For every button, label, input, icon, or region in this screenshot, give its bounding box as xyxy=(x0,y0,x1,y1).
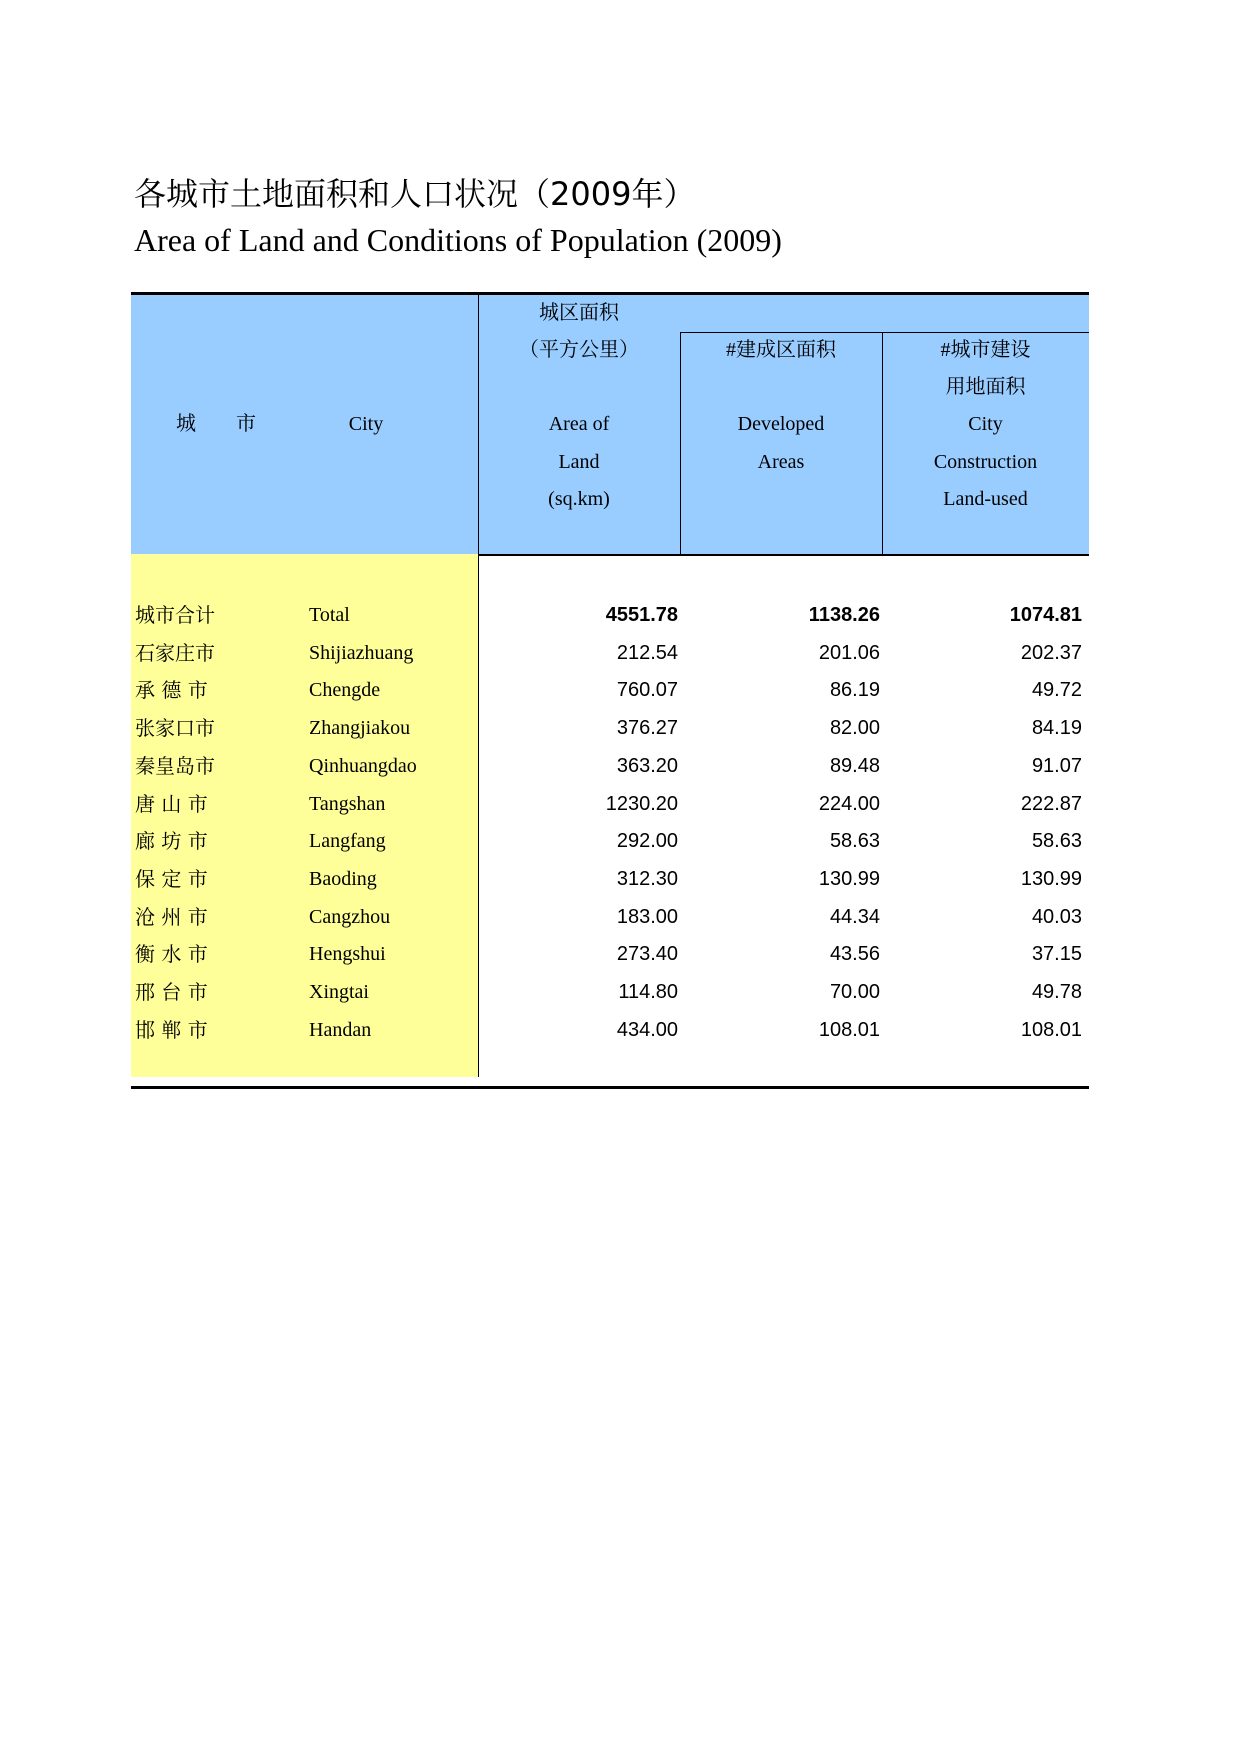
construction-value: 91.07 xyxy=(1031,754,1082,777)
area-value: 273.40 xyxy=(616,943,678,966)
construction-value: 37.15 xyxy=(1031,943,1082,966)
city-name-cn: 秦皇岛市 xyxy=(135,753,215,778)
table-row xyxy=(131,748,1089,786)
area-value: 292.00 xyxy=(616,830,678,853)
header-developed-cn: #建成区面积 xyxy=(726,339,836,361)
developed-value: 89.48 xyxy=(829,754,880,777)
area-value: 183.00 xyxy=(616,905,678,928)
area-value: 312.30 xyxy=(616,867,678,890)
header-developed-en-1: Developed xyxy=(737,413,825,435)
area-value: 434.00 xyxy=(616,1018,678,1041)
header-area-cn-2: （平方公里） xyxy=(519,339,639,361)
city-name-en: Cangzhou xyxy=(309,905,391,928)
developed-value: 201.06 xyxy=(818,641,880,664)
city-name-cn: 保 定 市 xyxy=(135,866,208,891)
developed-value: 43.56 xyxy=(829,943,880,966)
table-row xyxy=(131,974,1089,1012)
developed-value: 58.63 xyxy=(829,830,880,853)
header-construction-cn-1: #城市建设 xyxy=(940,339,1031,361)
construction-value: 202.37 xyxy=(1020,641,1082,664)
table-header xyxy=(131,295,1089,554)
construction-value: 222.87 xyxy=(1020,792,1082,815)
developed-value: 1138.26 xyxy=(808,604,880,626)
developed-value: 70.00 xyxy=(829,981,880,1003)
city-name-cn: 唐 山 市 xyxy=(135,791,208,816)
area-value: 4551.78 xyxy=(605,604,678,626)
table-row xyxy=(131,899,1089,937)
table-row xyxy=(131,786,1089,824)
developed-value: 108.01 xyxy=(818,1018,880,1041)
area-value: 760.07 xyxy=(616,679,678,702)
construction-value: 84.19 xyxy=(1031,717,1082,740)
city-name-cn: 邢 台 市 xyxy=(135,980,208,1004)
area-value: 114.80 xyxy=(618,981,678,1003)
header-construction-en-3: Land-used xyxy=(943,488,1028,510)
city-name-cn: 衡 水 市 xyxy=(135,942,208,967)
city-name-en: Total xyxy=(309,604,350,626)
city-name-en: Chengde xyxy=(309,679,381,702)
developed-value: 224.00 xyxy=(818,792,880,815)
construction-value: 49.78 xyxy=(1031,981,1082,1003)
city-name-cn: 承 德 市 xyxy=(135,678,208,703)
table-row xyxy=(131,823,1089,861)
city-name-en: Hengshui xyxy=(309,943,386,966)
construction-value: 49.72 xyxy=(1031,679,1082,702)
city-name-cn: 邯 郸 市 xyxy=(135,1017,208,1042)
construction-value: 130.99 xyxy=(1020,867,1082,890)
table-row xyxy=(131,635,1089,673)
area-value: 376.27 xyxy=(616,717,678,740)
header-area-en-3: (sq.km) xyxy=(548,488,610,510)
header-construction-en-1: City xyxy=(968,413,1003,435)
header-city-cn: 城 市 xyxy=(176,413,256,435)
header-area-en-1: Area of xyxy=(548,413,610,435)
title-cn: 各城市土地面积和人口状况（2009年） xyxy=(134,175,696,213)
city-name-en: Zhangjiakou xyxy=(309,717,411,740)
table-bottom-rule xyxy=(131,1086,1089,1089)
developed-value: 44.34 xyxy=(829,905,880,928)
header-area-en-2: Land xyxy=(558,451,600,473)
city-name-en: Handan xyxy=(309,1018,372,1041)
city-name-cn: 城市合计 xyxy=(135,603,215,627)
developed-value: 130.99 xyxy=(818,867,880,890)
city-name-en: Xingtai xyxy=(309,981,369,1003)
table-row xyxy=(131,1012,1089,1050)
header-construction-en-2: Construction xyxy=(933,451,1038,473)
table-row xyxy=(131,710,1089,748)
developed-value: 86.19 xyxy=(829,679,880,702)
city-name-en: Baoding xyxy=(309,867,377,890)
table-row xyxy=(131,672,1089,710)
city-name-en: Shijiazhuang xyxy=(309,641,414,664)
developed-value: 82.00 xyxy=(829,717,880,740)
area-value: 212.54 xyxy=(616,641,678,664)
city-name-en: Langfang xyxy=(309,830,386,853)
city-name-en: Tangshan xyxy=(309,792,386,815)
construction-value: 1074.81 xyxy=(1009,604,1082,626)
table-row xyxy=(131,936,1089,974)
area-value: 1230.20 xyxy=(605,792,678,815)
construction-value: 40.03 xyxy=(1031,905,1082,928)
construction-value: 108.01 xyxy=(1020,1018,1082,1041)
construction-value: 58.63 xyxy=(1031,830,1082,853)
city-name-cn: 沧 州 市 xyxy=(135,904,208,929)
title-en: Area of Land and Conditions of Population (2009) xyxy=(134,222,782,258)
table-row xyxy=(131,597,1089,635)
header-city-en: City xyxy=(348,413,384,435)
city-name-en: Qinhuangdao xyxy=(309,754,417,777)
header-developed-en-2: Areas xyxy=(757,451,805,473)
table-row xyxy=(131,861,1089,899)
city-name-cn: 石家庄市 xyxy=(135,640,215,665)
area-value: 363.20 xyxy=(616,754,678,777)
header-area-cn-1: 城区面积 xyxy=(539,302,619,324)
city-name-cn: 廊 坊 市 xyxy=(135,829,208,854)
header-construction-cn-2: 用地面积 xyxy=(945,376,1026,398)
city-name-cn: 张家口市 xyxy=(135,716,215,741)
